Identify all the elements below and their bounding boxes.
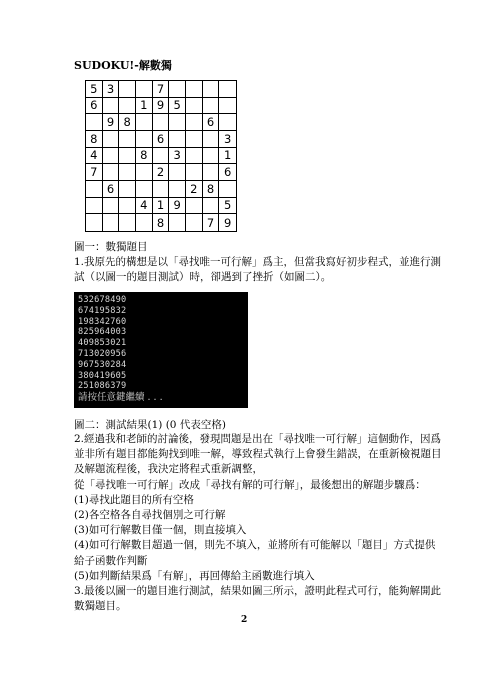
sudoku-cell bbox=[86, 214, 103, 231]
sudoku-cell: 9 bbox=[103, 114, 120, 131]
sudoku-cell bbox=[153, 114, 170, 131]
sudoku-cell bbox=[169, 131, 186, 148]
sudoku-cell bbox=[103, 131, 120, 148]
console-output bbox=[74, 292, 248, 408]
sudoku-cell bbox=[203, 198, 220, 215]
sudoku-cell: 9 bbox=[169, 198, 186, 215]
sudoku-cell: 4 bbox=[136, 198, 153, 215]
sudoku-cell bbox=[136, 114, 153, 131]
sudoku-cell: 4 bbox=[86, 148, 103, 165]
sudoku-cell: 5 bbox=[169, 98, 186, 115]
sudoku-cell bbox=[219, 81, 236, 98]
sudoku-cell: 3 bbox=[219, 131, 236, 148]
sudoku-grid bbox=[85, 80, 237, 232]
list-item: 給子函數作判斷 bbox=[74, 554, 148, 567]
sudoku-cell bbox=[169, 214, 186, 231]
sudoku-cell bbox=[119, 131, 136, 148]
sudoku-cell bbox=[103, 198, 120, 215]
sudoku-cell bbox=[136, 164, 153, 181]
sudoku-cell: 3 bbox=[103, 81, 120, 98]
sudoku-cell bbox=[219, 98, 236, 115]
sudoku-cell bbox=[86, 198, 103, 215]
sudoku-cell bbox=[186, 114, 203, 131]
sudoku-cell bbox=[119, 181, 136, 198]
sudoku-cell bbox=[119, 148, 136, 165]
console-line: 409853021 bbox=[78, 338, 127, 349]
sudoku-cell: 7 bbox=[153, 81, 170, 98]
paragraph-line: 及解題流程後，我決定將程式重新調整， bbox=[74, 463, 263, 476]
sudoku-cell bbox=[186, 131, 203, 148]
sudoku-cell bbox=[169, 164, 186, 181]
paragraph-1 bbox=[74, 255, 442, 285]
sudoku-cell: 9 bbox=[153, 98, 170, 115]
sudoku-cell: 8 bbox=[153, 214, 170, 231]
list-item: (5)如判斷結果爲「有解」，再回傳給主函數進行填入 bbox=[74, 569, 315, 582]
sudoku-cell: 8 bbox=[136, 148, 153, 165]
sudoku-cell: 5 bbox=[219, 198, 236, 215]
console-line: 532678490 bbox=[78, 295, 127, 305]
sudoku-cell: 2 bbox=[153, 164, 170, 181]
sudoku-cell bbox=[186, 81, 203, 98]
list-item: (4)如可行解數目超過一個，則先不填入，並將所有可能解以「題目」方式提供 bbox=[74, 539, 436, 552]
sudoku-cell: 2 bbox=[186, 181, 203, 198]
sudoku-cell bbox=[153, 148, 170, 165]
sudoku-cell bbox=[103, 214, 120, 231]
sudoku-cell: 3 bbox=[169, 148, 186, 165]
sudoku-cell: 8 bbox=[203, 181, 220, 198]
sudoku-cell bbox=[219, 181, 236, 198]
console-line: 198342760 bbox=[78, 316, 127, 327]
sudoku-cell: 6 bbox=[203, 114, 220, 131]
sudoku-cell bbox=[136, 181, 153, 198]
console-line: 251086379 bbox=[78, 381, 127, 392]
sudoku-cell bbox=[153, 181, 170, 198]
sudoku-cell: 6 bbox=[103, 181, 120, 198]
sudoku-cell: 7 bbox=[86, 164, 103, 181]
sudoku-cell bbox=[203, 164, 220, 181]
sudoku-cell bbox=[119, 198, 136, 215]
console-line: 380419605 bbox=[78, 370, 127, 381]
sudoku-cell bbox=[186, 164, 203, 181]
sudoku-cell bbox=[103, 164, 120, 181]
console-line: 713020956 bbox=[78, 348, 127, 359]
paragraph-line: 從「尋找唯一可行解」改成「尋找有解的可行解」，最後想出的解題步驟爲： bbox=[74, 478, 426, 491]
sudoku-cell bbox=[169, 81, 186, 98]
list-item: (3)如可行解數目僅一個，則直接填入 bbox=[74, 524, 247, 537]
sudoku-cell: 6 bbox=[153, 131, 170, 148]
sudoku-cell bbox=[219, 114, 236, 131]
console-line: 674195832 bbox=[78, 305, 127, 316]
sudoku-cell bbox=[119, 214, 136, 231]
sudoku-cell: 1 bbox=[219, 148, 236, 165]
paragraph-line: 2.經過我和老師的討論後，發現問題是出在「尋找唯一可行解」這個動作，因爲 bbox=[74, 433, 442, 445]
sudoku-cell bbox=[103, 98, 120, 115]
figure-2-caption: 圖二：測試結果(1) (0 代表空格) bbox=[74, 419, 226, 431]
console-line: 967530284 bbox=[78, 359, 127, 370]
paragraph-2 bbox=[74, 432, 442, 614]
sudoku-cell: 6 bbox=[86, 98, 103, 115]
sudoku-cell: 5 bbox=[86, 81, 103, 98]
sudoku-cell bbox=[186, 98, 203, 115]
sudoku-cell: 1 bbox=[136, 98, 153, 115]
sudoku-cell bbox=[203, 98, 220, 115]
sudoku-cell: 8 bbox=[86, 131, 103, 148]
list-item: (1)尋找此題目的所有空格 bbox=[74, 493, 194, 506]
paragraph-line: 試（以圖一的題目測試）時，卻遇到了挫折（如圖二）。 bbox=[74, 271, 332, 284]
sudoku-cell: 1 bbox=[153, 198, 170, 215]
paragraph-line: 數獨題目。 bbox=[74, 600, 127, 613]
sudoku-cell bbox=[86, 181, 103, 198]
sudoku-cell: 6 bbox=[219, 164, 236, 181]
paragraph-line: 並非所有題目都能夠找到唯一解，導致程式執行上會發生錯誤，在重新檢視題目 bbox=[74, 448, 442, 461]
sudoku-cell bbox=[136, 81, 153, 98]
paragraph-line: 1.我原先的構想是以「尋找唯一可行解」爲主，但當我寫好初步程式，並進行測 bbox=[74, 256, 442, 268]
page-number: 2 bbox=[241, 615, 248, 625]
sudoku-cell bbox=[86, 114, 103, 131]
sudoku-cell bbox=[136, 131, 153, 148]
sudoku-cell bbox=[203, 131, 220, 148]
sudoku-cell: 8 bbox=[119, 114, 136, 131]
document-title: SUDOKU!-解數獨 bbox=[74, 59, 172, 72]
figure-1-caption: 圖一：數獨題目 bbox=[74, 241, 148, 253]
list-item: (2)各空格各自尋找個別之可行解 bbox=[74, 509, 226, 522]
sudoku-cell bbox=[136, 214, 153, 231]
sudoku-cell bbox=[203, 148, 220, 165]
console-line: 825964003 bbox=[78, 327, 127, 338]
sudoku-cell bbox=[169, 181, 186, 198]
sudoku-cell bbox=[186, 198, 203, 215]
sudoku-cell bbox=[119, 98, 136, 115]
sudoku-cell bbox=[103, 148, 120, 165]
sudoku-cell: 9 bbox=[223, 215, 232, 230]
sudoku-cell bbox=[169, 114, 186, 131]
sudoku-cell bbox=[119, 164, 136, 181]
sudoku-cell bbox=[119, 81, 136, 98]
sudoku-cell bbox=[186, 214, 203, 231]
paragraph-line: 3.最後以圖一的題目進行測試，結果如圖三所示，證明此程式可行，能夠解開此 bbox=[74, 585, 442, 598]
console-prompt: 請按任意鍵繼續 . . . bbox=[78, 392, 163, 404]
sudoku-cell bbox=[186, 148, 203, 165]
sudoku-cell: 7 bbox=[203, 214, 220, 231]
sudoku-cell bbox=[203, 81, 220, 98]
